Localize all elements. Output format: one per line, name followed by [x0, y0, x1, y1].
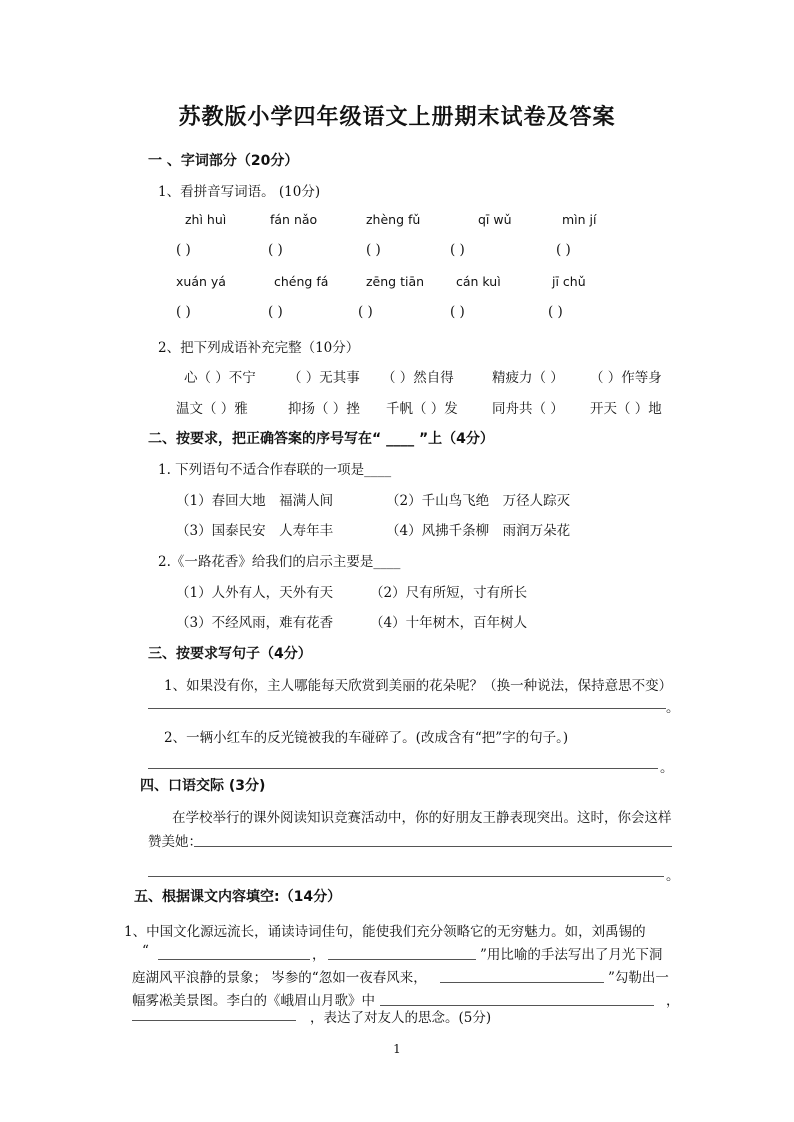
answer-paren[interactable]: ( ) [366, 242, 381, 258]
period-mark: 。 [666, 700, 680, 716]
s5-line: ”用比喻的手法写出了月光下洞 [480, 947, 663, 963]
pinyin-item: zhì huì [185, 212, 227, 227]
section-5-heading: 五、根据课文内容填空:（14分） [134, 889, 342, 905]
pinyin-item: zēng tiān [366, 274, 425, 289]
option-item: （2）尺有所短，寸有所长 [370, 585, 528, 601]
answer-line[interactable] [194, 846, 672, 847]
section-3-heading: 三、按要求写句子（4分） [148, 646, 312, 662]
idiom-item[interactable]: （ ）无其事 [288, 370, 360, 386]
pinyin-item: cán kuì [456, 274, 501, 289]
s5-line: 幅雾凇美景图。李白的《峨眉山月歌》中 [132, 993, 375, 1009]
fill-blank[interactable] [132, 1020, 296, 1021]
idiom-item[interactable]: （ ）作等身 [590, 370, 662, 386]
s1-question-2: 2、把下列成语补充完整（10分） [158, 340, 360, 356]
answer-paren[interactable]: ( ) [450, 304, 465, 320]
pinyin-item: mìn jí [562, 212, 597, 227]
s2-question-2: 2.《一路花香》给我们的启示主要是____ [158, 554, 401, 570]
option-item: （1）春回大地 福满人间 [176, 493, 334, 509]
idiom-item[interactable]: 精疲力（ ） [492, 370, 564, 386]
idiom-item[interactable]: 抑扬（ ）挫 [288, 401, 360, 417]
option-item: （3）国泰民安 人寿年丰 [176, 523, 334, 539]
idiom-item[interactable]: 开天（ ）地 [590, 401, 662, 417]
s5-comma: ， [312, 947, 326, 963]
pinyin-item: jī chǔ [552, 274, 586, 289]
page-title: 苏教版小学四年级语文上册期末试卷及答案 [178, 105, 616, 130]
period-mark: 。 [666, 868, 680, 884]
option-item: （4）十年树木，百年树人 [370, 615, 528, 631]
answer-line[interactable] [148, 768, 658, 769]
s5-line: 庭湖风平浪静的景象； 岑参的“忽如一夜春风来， [132, 970, 427, 986]
answer-paren[interactable]: ( ) [268, 304, 283, 320]
option-item: （2）千山鸟飞绝 万径人踪灭 [386, 493, 571, 509]
answer-paren[interactable]: ( ) [358, 304, 373, 320]
answer-paren[interactable]: ( ) [176, 242, 191, 258]
s3-question-1: 1、如果没有你，主人哪能每天欣赏到美丽的花朵呢？（换一种说法，保持意思不变） [164, 678, 673, 694]
pinyin-item: fán nǎo [270, 212, 318, 227]
option-item: （4）风拂千条柳 雨润万朵花 [386, 523, 571, 539]
s5-line: ，表达了对友人的思念。(5分) [310, 1010, 492, 1026]
answer-line[interactable] [148, 876, 664, 877]
answer-paren[interactable]: ( ) [556, 242, 571, 258]
fill-blank[interactable] [440, 982, 604, 983]
option-item: （3）不经风雨，难有花香 [176, 615, 334, 631]
answer-paren[interactable]: ( ) [450, 242, 465, 258]
fill-blank[interactable] [158, 959, 310, 960]
period-mark: 。 [660, 760, 674, 776]
s4-paragraph: 赞美她： [148, 834, 202, 850]
s4-paragraph: 在学校举行的课外阅读知识竞赛活动中，你的好朋友王静表现突出。这时，你会这样 [172, 810, 672, 826]
pinyin-item: qī wǔ [478, 212, 512, 227]
pinyin-item: xuán yá [176, 274, 226, 289]
s3-question-2: 2、一辆小红车的反光镜被我的车碰碎了。(改成含有“把”字的句子。) [164, 730, 569, 746]
s2-question-1: 1. 下列语句不适合作春联的一项是____ [158, 462, 392, 478]
answer-paren[interactable]: ( ) [176, 304, 191, 320]
pinyin-item: zhèng fǔ [366, 212, 421, 227]
idiom-item[interactable]: 温文（ ）雅 [176, 401, 248, 417]
answer-paren[interactable]: ( ) [548, 304, 563, 320]
idiom-item[interactable]: （ ）然自得 [382, 370, 454, 386]
section-1-heading: 一 、字词部分（20分） [148, 153, 299, 169]
s5-line: 1、中国文化源远流长，诵读诗词佳句，能使我们充分领略它的无穷魅力。如，刘禹锡的 [124, 924, 646, 940]
option-item: （1）人外有人，天外有天 [176, 585, 334, 601]
s1-question-1: 1、看拼音写词语。 (10分) [158, 184, 321, 200]
idiom-item[interactable]: 心（ ）不宁 [184, 370, 256, 386]
s5-comma: ， [666, 993, 680, 1009]
answer-paren[interactable]: ( ) [268, 242, 283, 258]
answer-line[interactable] [148, 708, 666, 709]
section-2-heading: 二、按要求，把正确答案的序号写在“ ____ ”上（4分） [148, 431, 494, 447]
s5-quote-open: “ [142, 943, 149, 959]
fill-blank[interactable] [328, 959, 476, 960]
section-4-heading: 四、口语交际 (3分) [140, 778, 266, 794]
pinyin-item: chéng fá [274, 274, 329, 289]
s5-line: ”勾勒出一 [608, 970, 669, 986]
idiom-item[interactable]: 同舟共（ ） [492, 401, 564, 417]
page-number: 1 [393, 1042, 401, 1056]
idiom-item[interactable]: 千帆（ ）发 [386, 401, 458, 417]
